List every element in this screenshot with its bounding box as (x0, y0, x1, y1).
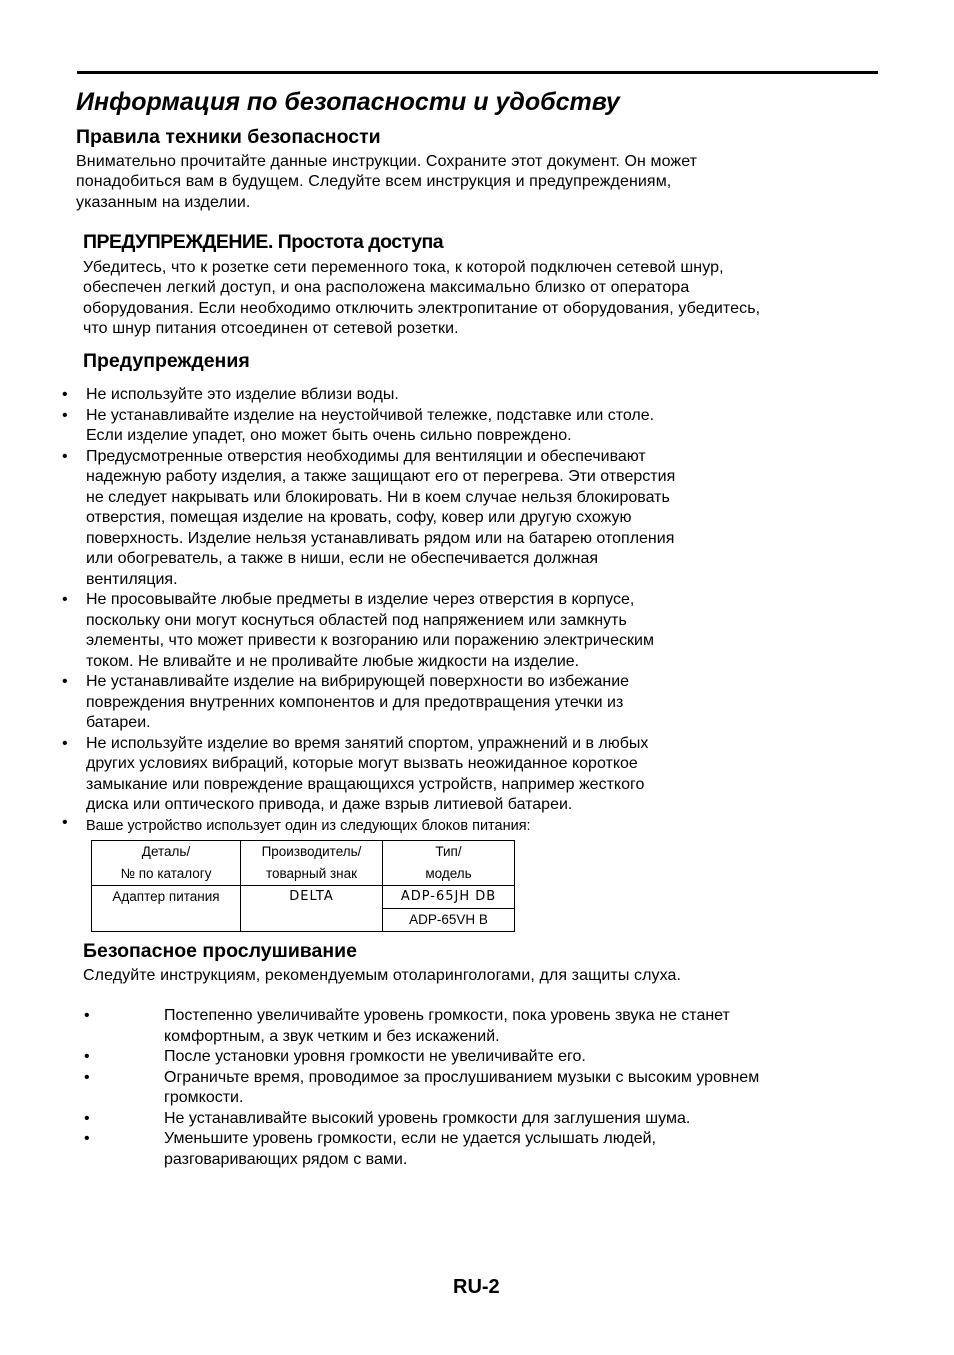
item-line: надежную работу изделия, а также защищают его от перегрева. Эти отверстия (86, 468, 676, 485)
item-line: Не используйте это изделие вблизи воды. (86, 386, 399, 403)
item-line: поскольку они могут коснуться областей под напряжением или замкнуть (86, 611, 627, 629)
item-line: элементы, что может привести к возгоранию или поражению электрическим (86, 632, 654, 649)
list-item (62, 734, 802, 816)
item-line: поверхность. Изделие нельзя устанавливать рядом или на батарею отопления (86, 529, 675, 547)
bullet-icon: • (84, 1130, 90, 1147)
item-line: Не используйте изделие во время занятий спортом, упражнений и в любых (86, 734, 649, 752)
table-row (92, 886, 515, 909)
item-line: отверстия, помещая изделие на кровать, софу, ковер или другую схожую (86, 509, 632, 526)
list-item (62, 590, 802, 672)
item-line: Постепенно увеличивайте уровень громкости, пока уровень звука не станет (164, 1007, 730, 1024)
accessibility-warning-paragraph (83, 258, 877, 340)
item-line: Не устанавливайте изделие на вибрирующей поверхности во избежание (86, 673, 630, 690)
table-cell-model: ADP-65JH DB (383, 886, 515, 909)
paragraph-line: что шнур питания отсоединен от сетевой розетки. (83, 320, 459, 338)
page-title: Информация по безопасности и удобству (76, 88, 620, 116)
item-line: После установки уровня громкости не увеличивайте его. (164, 1048, 586, 1065)
table-cell-model: ADP-65VH B (383, 909, 515, 932)
page-number: RU-2 (453, 1276, 500, 1298)
item-line: током. Не вливайте и не проливайте любые жидкости на изделие. (86, 652, 580, 670)
item-line: Не устанавливайте высокий уровень громкости для заглушения шума. (164, 1109, 691, 1127)
list-item (84, 1129, 876, 1170)
table-header-cell: Тип/ (383, 841, 515, 864)
item-line: вентиляция. (86, 570, 178, 588)
paragraph-line: Следуйте инструкциям, рекомендуемым отоларингологами, для защиты слуха. (83, 967, 682, 984)
item-line: Предусмотренные отверстия необходимы для вентиляции и обеспечивают (86, 447, 646, 465)
item-line: диска или оптического привода, и даже взрыв литиевой батареи. (86, 796, 573, 813)
table-header-cell: товарный знак (241, 863, 383, 886)
bullet-icon: • (62, 406, 68, 424)
bullet-icon: • (84, 1109, 90, 1127)
safe-listening-list (84, 1006, 876, 1170)
power-supply-note-text: Ваше устройство использует один из следующих блоков питания: (86, 818, 531, 834)
section-heading-warnings: Предупреждения (83, 350, 250, 372)
warnings-list (62, 385, 802, 816)
bullet-icon: • (62, 814, 68, 831)
table-header-cell: модель (383, 863, 515, 886)
safety-rules-paragraph (76, 152, 812, 213)
section-heading-safety-rules: Правила техники безопасности (76, 126, 381, 148)
item-line: разговаривающих рядом с вами. (164, 1150, 408, 1168)
paragraph-line: обеспечен легкий доступ, и она расположена максимально близко от оператора (83, 279, 690, 297)
paragraph-line: Внимательно прочитайте данные инструкции. Сохраните этот документ. Он может (76, 153, 698, 170)
table-header-cell: Деталь/ (92, 841, 241, 864)
list-item (84, 1109, 876, 1130)
paragraph-line: Убедитесь, что к розетке сети переменного тока, к которой подключен сетевой шнур, (83, 259, 724, 276)
list-item (62, 672, 802, 734)
bullet-icon: • (62, 447, 68, 465)
bullet-icon: • (84, 1048, 90, 1065)
safe-listening-intro (83, 966, 681, 986)
list-item (84, 1068, 876, 1109)
bullet-icon: • (62, 386, 68, 403)
item-line: Не просовывайте любые предметы в изделие через отверстия в корпусе, (86, 591, 635, 608)
item-line: комфортным, а звук четким и без искажений. (164, 1027, 500, 1045)
table-cell-part: Адаптер питания (92, 886, 241, 932)
bullet-icon: • (62, 591, 68, 608)
paragraph-line: оборудования. Если необходимо отключить электропитание от оборудования, убедитесь, (83, 299, 761, 317)
item-line: замыкание или повреждение вращающихся устройств, например жесткого (86, 775, 645, 793)
bullet-icon: • (84, 1068, 90, 1086)
item-line: Если изделие упадет, оно может быть очень сильно повреждено. (86, 427, 572, 444)
bullet-icon: • (62, 673, 68, 690)
item-line: батареи. (86, 714, 151, 731)
item-line: или обогреватель, а также в ниши, если не обеспечивается должная (86, 550, 599, 567)
item-line: не следует накрывать или блокировать. Ни в коем случае нельзя блокировать (86, 488, 670, 506)
table-header-row (92, 863, 515, 886)
list-item (62, 385, 802, 406)
list-item (62, 406, 802, 447)
item-line: повреждения внутренних компонентов и для предотвращения утечки из (86, 693, 624, 711)
item-line: громкости. (164, 1089, 244, 1106)
item-line: Уменьшите уровень громкости, если не удается услышать людей, (164, 1130, 656, 1147)
paragraph-line: указанным на изделии. (76, 193, 251, 211)
table-header-cell: Производитель/ (241, 841, 383, 864)
table-header-row (92, 841, 515, 864)
list-item (84, 1047, 876, 1068)
table-header-cell: № по каталогу (92, 863, 241, 886)
table-cell-maker: DELTA (241, 886, 383, 932)
section-heading-safe-listening: Безопасное прослушивание (83, 940, 357, 962)
item-line: Не устанавливайте изделие на неустойчивой тележке, подставке или столе. (86, 406, 655, 424)
paragraph-line: понадобиться вам в будущем. Следуйте всем инструкция и предупреждениям, (76, 173, 672, 191)
item-line: других условиях вибраций, которые могут вызвать неожиданное короткое (86, 755, 638, 772)
power-supply-table (91, 840, 515, 932)
item-line: Ограничьте время, проводимое за прослушиванием музыки с высоким уровнем (164, 1068, 760, 1086)
bullet-icon: • (62, 734, 68, 752)
top-rule (77, 71, 878, 74)
bullet-icon: • (84, 1007, 90, 1024)
list-item (84, 1006, 876, 1047)
section-heading-accessibility-warning: ПРЕДУПРЕЖДЕНИЕ. Простота доступа (83, 231, 444, 253)
list-item (62, 447, 802, 591)
